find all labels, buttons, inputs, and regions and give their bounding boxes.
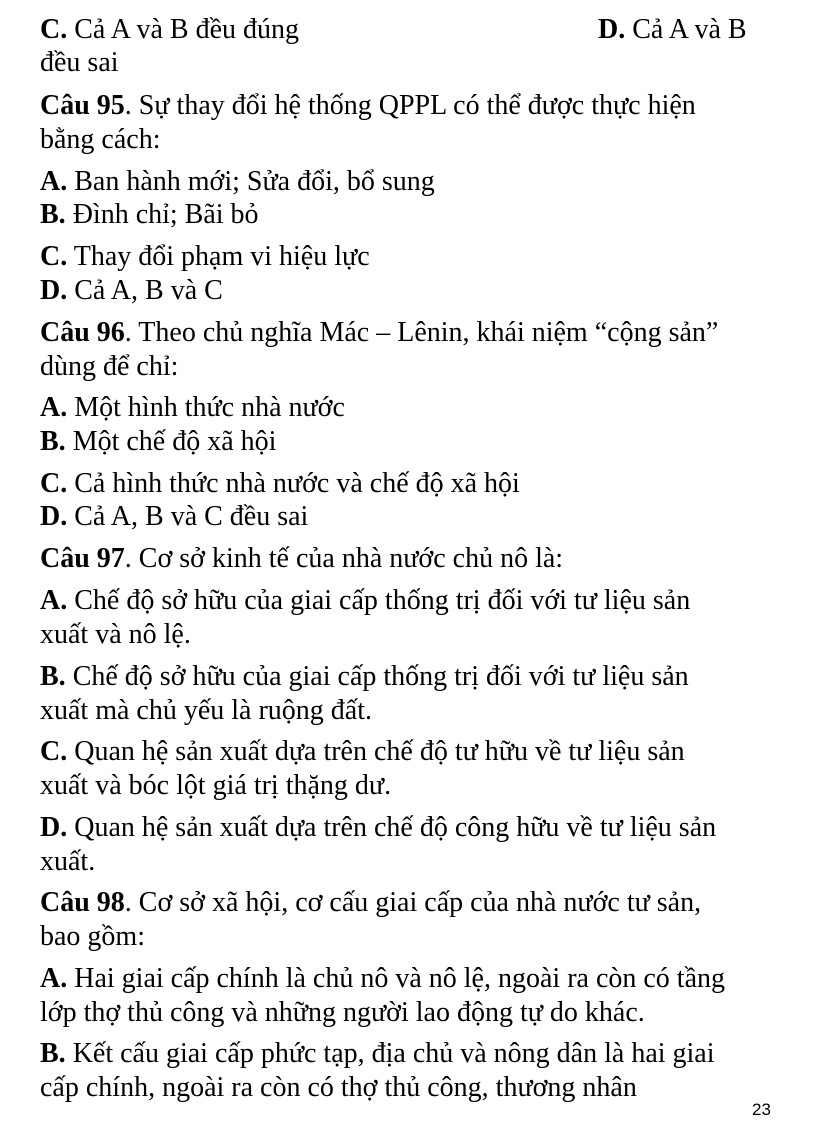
option-letter: D. [40, 275, 68, 306]
option-text: Ban hành mới; Sửa đổi, bổ sung [67, 166, 435, 197]
question-96-stem [40, 317, 718, 349]
question-text: . Cơ sở kinh tế của nhà nước chủ nô là: [124, 543, 564, 574]
option-text: Một chế độ xã hội [65, 426, 277, 457]
option-text: Hai giai cấp chính là chủ nô và nô lệ, ngoài ra còn có tầng [67, 963, 726, 994]
option-letter: C. [40, 736, 68, 767]
option-text: Cả A và B đều đúng [67, 14, 299, 45]
option-text: Cả A, B và C [67, 275, 223, 306]
question-98-option-a [40, 963, 725, 995]
question-97-option-b-continued: xuất mà chủ yếu là ruộng đất. [40, 695, 373, 726]
option-letter: C. [40, 468, 68, 499]
option-letter: A. [40, 392, 68, 423]
question-97-option-a-continued: xuất và nô lệ. [40, 619, 191, 650]
prev-option-c [40, 14, 299, 46]
question-text: . Theo chủ nghĩa Mác – Lênin, khái niệm “cộng sản” [124, 317, 719, 348]
option-text: Đình chỉ; Bãi bỏ [65, 199, 259, 230]
question-98-option-b-continued: cấp chính, ngoài ra còn có thợ thủ công, thương nhân [40, 1072, 637, 1103]
question-95-option-d [40, 275, 223, 307]
question-98-stem-continued: bao gồm: [40, 921, 145, 952]
option-text: Chế độ sở hữu của giai cấp thống trị đối với tư liệu sản [67, 585, 691, 616]
question-text: . Sự thay đổi hệ thống QPPL có thể được thực hiện [124, 90, 696, 121]
option-text: Chế độ sở hữu của giai cấp thống trị đối với tư liệu sản [65, 661, 689, 692]
option-letter: B. [40, 426, 66, 457]
option-letter: B. [40, 1038, 66, 1069]
option-text: Quan hệ sản xuất dựa trên chế độ tư hữu về tư liệu sản [67, 736, 685, 767]
option-letter: D. [40, 812, 68, 843]
question-97-option-c-continued: xuất và bóc lột giá trị thặng dư. [40, 770, 392, 801]
option-text: Kết cấu giai cấp phức tạp, địa chủ và nông dân là hai giai [65, 1038, 715, 1069]
option-text: Cả A, B và C đều sai [67, 501, 309, 532]
question-96-option-b [40, 426, 276, 458]
option-letter: D. [598, 14, 626, 45]
question-label: Câu 97 [40, 543, 125, 574]
option-text: Quan hệ sản xuất dựa trên chế độ công hữu về tư liệu sản [67, 812, 717, 843]
question-95-stem-continued: bằng cách: [40, 124, 161, 155]
option-text: Một hình thức nhà nước [67, 392, 345, 423]
question-97-option-b [40, 661, 689, 693]
question-95-option-c [40, 241, 370, 273]
question-96-option-a [40, 392, 345, 424]
question-98-stem [40, 887, 701, 919]
question-98-option-a-continued: lớp thợ thủ công và những người lao động tự do khác. [40, 997, 645, 1028]
question-label: Câu 98 [40, 887, 125, 918]
question-97-option-d [40, 812, 716, 844]
question-label: Câu 95 [40, 90, 125, 121]
question-98-option-b [40, 1038, 715, 1070]
option-letter: B. [40, 199, 66, 230]
question-label: Câu 96 [40, 317, 125, 348]
prev-option-d [598, 14, 747, 46]
option-letter: A. [40, 963, 68, 994]
option-letter: C. [40, 241, 68, 272]
question-95-stem [40, 90, 696, 122]
option-letter: D. [40, 501, 68, 532]
question-97-option-c [40, 736, 685, 768]
question-96-option-c [40, 468, 520, 500]
question-97-option-a [40, 585, 690, 617]
option-text: Cả A và B [625, 14, 747, 45]
option-letter: B. [40, 661, 66, 692]
option-letter: C. [40, 14, 68, 45]
page-number: 23 [752, 1100, 771, 1119]
prev-option-d-continued: đều sai [40, 47, 119, 78]
question-95-option-b [40, 199, 259, 231]
option-letter: A. [40, 166, 68, 197]
question-97-stem [40, 543, 563, 575]
option-text: Thay đổi phạm vi hiệu lực [67, 241, 370, 272]
option-letter: A. [40, 585, 68, 616]
question-95-option-a [40, 166, 435, 198]
option-text: Cả hình thức nhà nước và chế độ xã hội [67, 468, 520, 499]
question-97-option-d-continued: xuất. [40, 846, 96, 877]
question-96-stem-continued: dùng để chỉ: [40, 351, 179, 382]
question-96-option-d [40, 501, 308, 533]
question-text: . Cơ sở xã hội, cơ cấu giai cấp của nhà nước tư sản, [124, 887, 702, 918]
